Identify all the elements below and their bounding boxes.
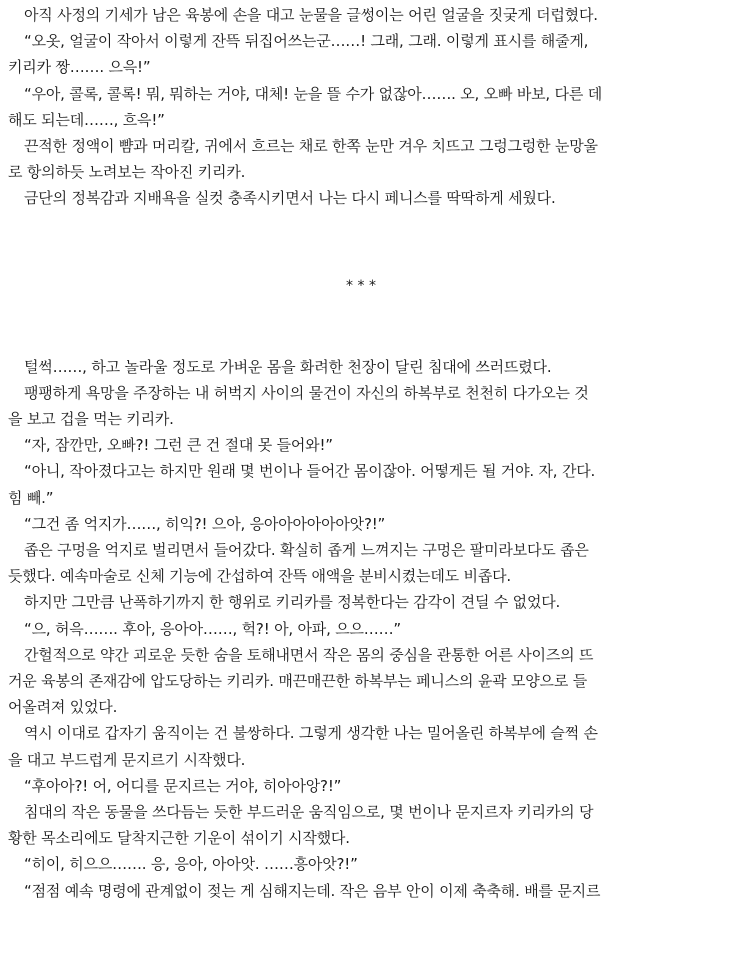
scene-break-divider: * * *: [346, 277, 376, 294]
text-line: 거운 육봉의 존재감에 압도당하는 키리카. 매끈매끈한 하복부는 페니스의 윤곽 모양으로 들: [8, 672, 587, 691]
text-line: “히이, 히으으……. 응, 응아, 아아앗. ……흥아앗?!”: [24, 855, 358, 874]
text-line: 침대의 작은 동물을 쓰다듬는 듯한 부드러운 움직임으로, 몇 번이나 문지르자 키리카의 당: [24, 803, 594, 822]
text-line: 아직 사정의 기세가 남은 육봉에 손을 대고 눈물을 글썽이는 어린 얼굴을 짓궂게 더럽혔다.: [24, 6, 598, 24]
text-line: 금단의 정복감과 지배욕을 실컷 충족시키면서 나는 다시 페니스를 딱딱하게 세웠다.: [24, 189, 556, 208]
text-line: 역시 이대로 갑자기 움직이는 건 불쌍하다. 그렇게 생각한 나는 밀어올린 하복부에 슬쩍 손: [24, 724, 598, 743]
text-line: 듯했다. 예속마술로 신체 기능에 간섭하여 잔뜩 애액을 분비시켰는데도 비좁다.: [8, 567, 511, 586]
text-line: “오옷, 얼굴이 작아서 이렇게 잔뜩 뒤집어쓰는군……! 그래, 그래. 이렇게 표시를 해줄게,: [24, 32, 589, 51]
text-line: 털썩……, 하고 놀라울 정도로 가벼운 몸을 화려한 천장이 달린 침대에 쓰러뜨렸다.: [24, 357, 552, 376]
text-line: “그건 좀 억지가……, 히익?! 으아, 응아아아아아아앗?!”: [24, 514, 386, 533]
text-line: 어올려져 있었다.: [8, 698, 118, 717]
text-line: “우아, 콜록, 콜록! 뭐, 뭐하는 거야, 대체! 눈을 뜰 수가 없잖아……. 오, 오빠 바보, 다른 데: [24, 84, 602, 103]
text-line: 을 대고 부드럽게 문지르기 시작했다.: [8, 750, 246, 769]
text-line: 끈적한 정액이 뺨과 머리칼, 귀에서 흐르는 채로 한쪽 눈만 겨우 치뜨고 그렁그렁한 눈망울: [24, 137, 598, 156]
text-line: “후아아?! 어, 어디를 문지르는 거야, 히아아앙?!”: [24, 776, 342, 795]
text-line: 을 보고 겁을 먹는 키리카.: [8, 410, 174, 429]
text-section-2: [8, 354, 714, 904]
text-line: 해도 되는데……, 흐윽!”: [8, 110, 165, 129]
text-line: 좁은 구멍을 억지로 벌리면서 들어갔다. 확실히 좁게 느껴지는 구멍은 팔미라보다도 좁은: [24, 541, 589, 560]
text-line: “자, 잠깐만, 오빠?! 그런 큰 건 절대 못 들어와!”: [24, 436, 333, 455]
text-line: 팽팽하게 욕망을 주장하는 내 허벅지 사이의 물건이 자신의 하복부로 천천히 다가오는 것: [24, 383, 589, 402]
text-line: “점점 예속 명령에 관계없이 젖는 게 심해지는데. 작은 음부 안이 이제 축축해. 배를 문지르: [24, 881, 601, 900]
text-line: 간헐적으로 약간 괴로운 듯한 숨을 토해내면서 작은 몸의 중심을 관통한 어른 사이즈의 뜨: [24, 645, 594, 664]
text-section-1: [8, 0, 714, 212]
text-line: 힘 빼.”: [8, 488, 54, 507]
text-line: 황한 목소리에도 달착지근한 기운이 섞이기 시작했다.: [8, 829, 350, 848]
text-line: 키리카 짱……. 으윽!”: [8, 58, 151, 77]
text-line: 로 항의하듯 노려보는 작아진 키리카.: [8, 163, 246, 182]
text-line: “아니, 작아졌다고는 하지만 원래 몇 번이나 들어간 몸이잖아. 어떻게든 될 거야. 자, 간다.: [24, 462, 596, 481]
text-line: 하지만 그만큼 난폭하기까지 한 행위로 키리카를 정복한다는 감각이 견딜 수 없었다.: [24, 593, 561, 612]
text-line: “으, 허윽……. 후아, 응아아……, 헉?! 아, 아파, 으으……”: [24, 619, 401, 638]
